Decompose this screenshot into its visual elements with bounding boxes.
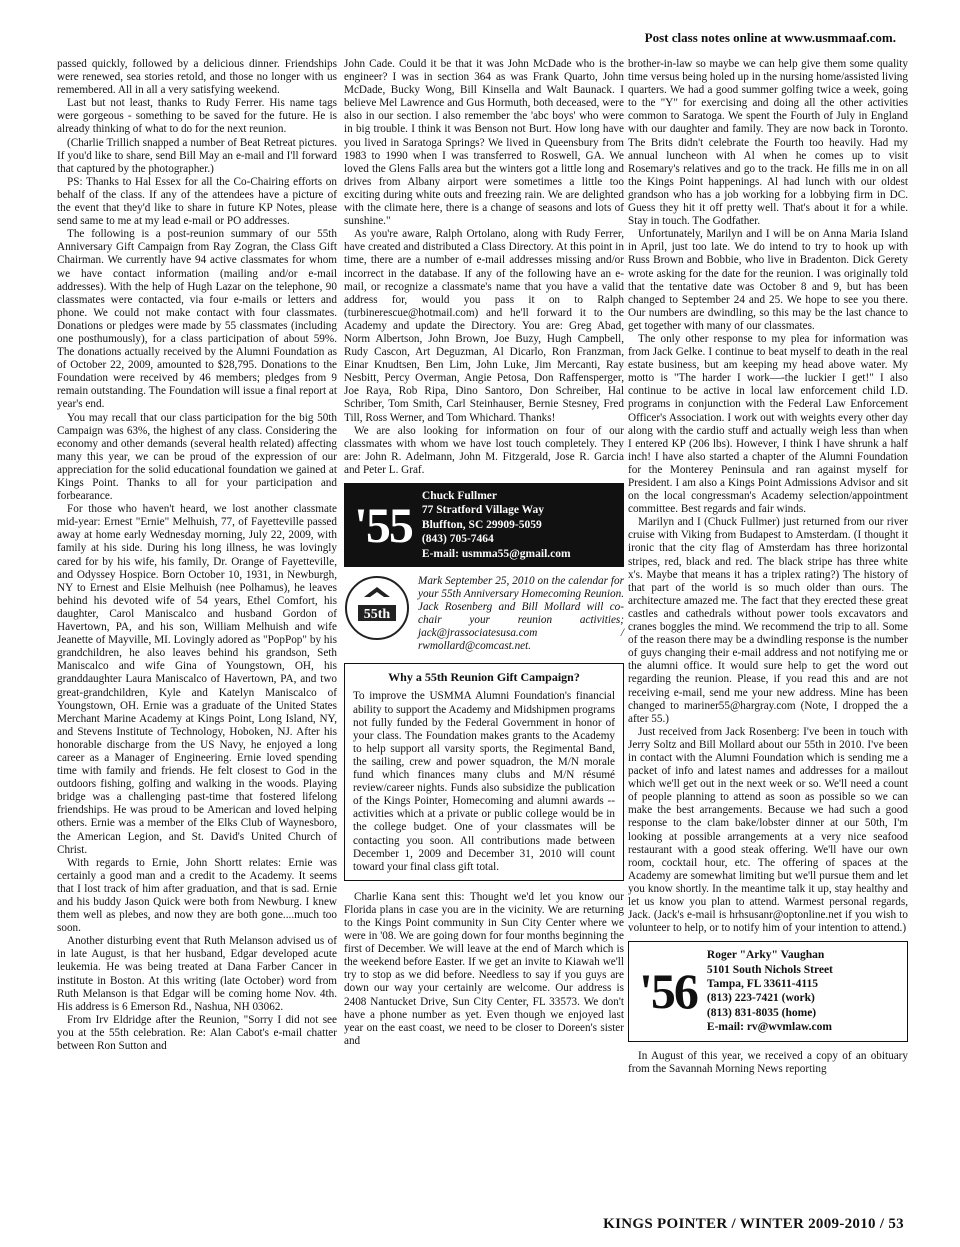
paragraph: (Charlie Trillich snapped a number of Beat Retreat pictures. If you'd like to share, send Bill May an e-mail and I'll forward that captured by the photographer.) [57,136,337,175]
phone: (813) 223-7421 (work) [706,992,815,1005]
class-year: '55 [354,496,412,553]
paragraph: John Cade. Could it be that it was John McDade who is the engineer? I was in section 364 as was Frank Quarto, John McDade, Bucky Wong, Bill Kinsella and Walt Baunack. I believe Mel Lawrence and Gus Hormuth, both deceased, were also in our section. I also remember the 'abc boys' who were in big trouble. I think it was Benson not Burt. How long have you lived in Saratoga Springs? We lived in Queensbury from 1983 to 1990 when I was transferred to Roswell, GA. We loved the Glens Falls area but the winters got a little long and drives from Albany airport were sometimes a little too exciting during white outs and freezing rain. We are delighted with the climate here, there is a change of seasons and lots of sunshine." [344,58,624,228]
paragraph: For those who haven't heard, we lost another classmate mid-year: Ernest "Ernie" Melhuish, 77, of Fayetteville passed away at home early Wednesday morning, July 22, 2009, with family at his side. During his long illness, he was lovingly cared for by his wife, his family, Dr. Orange of Fayetteville, and Odyssey Hospice. Born October 10, 1931, in Newburgh, NY to Ernest and Elsie Melhuish (nee Polhamus), he leaves behind his devoted wife of 54 years, Ethel Comfort, his daughter, Carol Maniscalco and husband Gordon of Havertown, PA, and his son, William Melhuish and wife Jeanette of Mayville, MI. Lovingly adored as "PopPop" by his grandchildren, he also leaves behind his grandson, Seth Maniscalco and wife Gina of Youngstown, OH, his granddaughter Laura Maniscalco of Havertown, PA, and two great-grandchildren, Kyle and Katelyn Maniscalco of Youngstown, OH. Ernie was a graduate of the United States Merchant Marine Academy at Kings Point, Long Island, NY, and Stevens Institute of Technology, Hoboken, NJ. After his honorable discharge from the US Navy, he enjoyed a long career as a Manager of Engineering. Ernie loved spending time with family and friends. He felt closest to God in the outdoors fishing, golfing and walking in the woods. Playing bridge was a challenging past-time that fostered lifelong friendships. He was proud to be American and loved helping others. Ernie was a member of the Elks Club of Waynesboro, the American Legion, and St. David's United Church of Christ. [57,503,337,856]
secretary-name: Roger "Arky" Vaughan [706,949,825,962]
reunion-note-text: Mark September 25, 2010 on the calendar for your 55th Anniversary Homecoming Reunion. Jack Rosenberg and Bill Mollard will co-chair your reunion activities; jack@jrassociatesusa.com / rwmollard@comcast.net. [418,574,624,653]
paragraph: We are also looking for information on four of our classmates with whom we have lost touch completely. They are: John R. Adelmann, John M. Fitzgerald, Jose R. Garcia and Peter L. Graf. [344,424,624,476]
paragraph: The following is a post-reunion summary of our 55th Anniversary Gift Campaign from Ray Zogran, the Class Gift Chairman. We currently have 94 active classmates for whom we have contact information (mailing and/or e-mail addresses). With the help of Hugh Lazar on the telephone, 90 classmates were contacted, via four e-mails or letters and phone. We could not make contact with four classmates. Donations or pledges were made by 55 classmates (including one posthumously), for a class participation of about 59%. The donations actually received by the Alumni Foundation as of October 22, 2009, amounted to $28,795. Donations to the Foundation were received by 46 members; pledges from 9 remain outstanding. The Foundation will issue a final report at year's end. [57,228,337,411]
address-line: 77 Stratford Village Way [421,504,545,517]
reunion-note [344,575,624,654]
class-56-contact-box [628,941,908,1041]
paragraph: Another disturbing event that Ruth Melanson advised us of in late August, is that her husband, Edgar developed acute leukemia. He was being treated at Dana Farber Cancer in institute in Boston. At this writing (late October) word from Ruth Melanson is that Edgar will be coming home Nov. 4th. His address is 6 Emerson Rd., Nashua, NH 03062. [57,935,337,1013]
gift-campaign-box [344,663,624,880]
address-line: Bluffton, SC 29909-5059 [421,518,542,531]
paragraph: Last but not least, thanks to Rudy Ferrer. His name tags were gorgeous - something to be saved for the future. He is already thinking of what to do for the next reunion. [57,97,337,136]
page-footer: KINGS POINTER / WINTER 2009-2010 / 53 [603,1216,904,1232]
paragraph: Just received from Jack Rosenberg: I've been in touch with Jerry Soltz and Bill Mollard about our 55th in 2010. I've been in contact with the Alumni Foundation which is sending me a packet of info and latest names and addresses for a mailout which we'll get out in the next week or so. We'll need a count of people planning to attend as soon as possible so we can make the best arrangements. Because we had such a good response to the clam bake/lobster dinner at our 50th, I'm looking at possible arrangements at a very nice seafood restaurant with a good steak offering. We'll have our own room, cocktail hour, etc. The offering of spaces at the Academy are somewhat limiting but we'll pursue them and let you know shortly. In the meantime talk it up, stay healthy and let us know you plan to attend. Warmest personal regards, Jack. (Jack's e-mail is hrhsusanr@optonline.net if you wish to volunteer to help, or to notify him of your intention to attend.) [628,725,908,935]
paragraph: In August of this year, we received a copy of an obituary from the Savannah Morning News reporting [628,1049,908,1075]
contact-info [422,489,571,561]
paragraph: brother-in-law so maybe we can help give them some quality time versus being holed up in the nursing home/assisted living quarters. We had a good summer golfing twice a week, going to the "Y" for exercising and doing all the other activities common to Saratoga. We spent the Fourth of July in England with our daughter and family. They are now back in Toronto. The Brits didn't celebrate the Fourth too heavily. Had my annual luncheon with Al when he comes up to visit Rosemary's relatives and go to the track. He fills me in on all the Kings Point happenings. Al had lunch with our oldest grandson who has a job working for a lobbying firm in DC. Guess they hit it off pretty well. That's about it for a while. Stay in touch. The Godfather. [628,58,908,228]
paragraph: PS: Thanks to Hal Essex for all the Co-Chairing efforts on behalf of the class. If any of the attendees have a picture of the event that they'd like to share in future KP Notes, please send same to me at my lead e-mail or PO addresses. [57,175,337,228]
header-url: Post class notes online at www.usmmaaf.com. [644,30,896,45]
column-1 [57,58,337,1053]
address-line: Tampa, FL 33611-4115 [706,978,818,991]
phone: (813) 831-8035 (home) [706,1006,817,1019]
email: E-mail: rv@wvmlaw.com [706,1021,832,1034]
gift-campaign-title: Why a 55th Reunion Gift Campaign? [388,670,580,685]
class-55-contact-box [344,483,624,567]
paragraph: Charlie Kana sent this: Thought we'd let you know our Florida plans in case you are in the vicinity. We are returning to the Kings Point community in Sun City Center where we were in '08. We are going down for four months beginning the first of December. We will leave at the end of March which is the weekend before Easter. If we get an invite to Kiawah we'll try to stop as we did before. Needless to say if you guys are down our way your certainly are welcome. Our address is 2408 Nantucket Drive, Sun City Center, FL 33573. We don't have a phone number as yet. Even though we enjoyed last year on the east coast, we need to be closer to Doreen's sister and [344,890,624,1047]
paragraph: You may recall that our class participation for the big 50th Campaign was 63%, the highest of any class. Considering the economy and other demands (several health related) affecting many this year, we can be proud of the expression of our appreciation for the solid educational foundation we gained at Kings Point. Thanks to all for your participation and forbearance. [57,411,337,503]
paragraph: Marilyn and I (Chuck Fullmer) just returned from our river cruise with Viking from Budapest to Amsterdam. (I thought it ironic that the city flag of Amsterdam has three horizontal stripes, red, black and red. The black stripe has three white x's. Maybe that means it has a triplex rating?) The history of that part of the world is so much older than ours. The architecture amazed me. The fact that they erected these great castles and cathedrals without power tools excavators and cranes boggles the mind. We recommend the trip to all. Some of the reason there may be a dwindling response is the number of guys changing their e-mail address and not notifying me or the alumni office. It would sure help to get the word out regarding the reunion. Please, if you read this and are not receiving e-mail, send me your new address. Mine has been changed to mariner55@hargray.com (Note, I dropped the a after 55.) [628,516,908,725]
paragraph: The only other response to my plea for information was from Jack Gelke. I continue to beat myself to death in the real estate business, but am keeping my head above water. My motto is "The harder I work—-the luckier I get!" I also continue to be active in local law enforcement child I.D. programs in conjunction with the Federal Law Enforcement Officer's Association. I work out with weights every other day along with the cardio stuff and actually weigh less than when I entered KP (206 lbs). However, I think I have shrunk a half inch! I have also started a chapter of the Alumni Foundation for the Monterey Peninsula and ran against myself for President. I am also a Kings Point Admissions Advisor and sit on the local congressman's Academy selection/appointment committee. Best regards and fair winds. [628,332,908,516]
secretary-name: Chuck Fullmer [421,490,497,502]
address-line: 5101 South Nichols Street [706,963,833,976]
class-year: '56 [639,963,697,1020]
paragraph: Unfortunately, Marilyn and I will be on Anna Maria Island in April, just too late. We do intend to try to hook up with Russ Brown and Bobbie, who live in Bradenton. Dick Gerety wrote asking for the date for the reunion. I was originally told that the tentative date was October 8 and 9, but has been changed to September 24 and 25. We hope to see you there. Our numbers are dwindling, so this may be the last chance to get together with many of our classmates. [628,228,908,332]
svg-text:55th: 55th [363,606,391,622]
email: E-mail: usmma55@gmail.com [421,547,571,560]
gift-campaign-body: To improve the USMMA Alumni Foundation's financial ability to support the Academy and Midshipmen programs not fully funded by the Federal Government in honor of your class. The Foundation makes grants to the Academy to help support all varsity sports, the Regimental Band, the sailing, crew and power squadron, the M/N morale fund which finances many clubs and M/N résumé review/career nights. Funds also subsidize the publication of the Kings Pointer, Homecoming and alumni awards -- activities which at a private or public college would be in the college budget. One of your classmates will be contacting you soon. All contributions made between December 1, 2009 and December 31, 2010 will count toward your final class gift total. [353,690,615,873]
column-3 [628,58,908,1076]
paragraph: From Irv Eldridge after the Reunion, "Sorry I did not see you at the 55th celebration. Re: Alan Cabot's e-mail chatter between Ron Sutton and [57,1013,337,1053]
contact-info [707,948,833,1034]
paragraph: passed quickly, followed by a delicious dinner. Friendships were renewed, sea stories retold, and those no longer with us remembered. All in all a very satisfying weekend. [57,58,337,97]
55th-anniversary-logo-icon [344,575,410,641]
paragraph: As you're aware, Ralph Ortolano, along with Rudy Ferrer, have created and distributed a Class Directory. At this point in time, there are a number of e-mail addresses missing and/or incorrect in the database. If any of the following have an e-mail, or recognize a classmate's name that you have a valid address for, would you pass it on to Ralph (turbinerescue@hotmail.com) and he'll forward it to the Academy and update the Directory. You are: Greg Abad, Norm Albertson, John Brown, Joe Buzy, Hugh Campbell, Rudy Cascon, Art Deguzman, Al Dicarlo, Ron Franzman, Einar Knudtsen, Ben Lim, John Luke, Jim Mercanti, Ray Nesbitt, Percy Overman, Angie Petosa, Don Raffensperger, Joe Raya, Rob Ripa, Dino Santoro, Don Schreiber, Hal Schriber, Tom Smith, Carl Steinhauser, Bernie Stesney, Fred Till, Ross Werner, and Tom Whichard. Thanks! [344,228,624,424]
paragraph: With regards to Ernie, John Shortt relates: Ernie was certainly a good man and a credit to the Academy. It seems that I lost track of him after graduation, and that is sad. Ernie and his buddy Jason Quick were both from Newburg. I knew them well as plebes, and now they are both gone....much too soon. [57,856,337,935]
column-2 [344,58,624,1048]
phone: (843) 705-7464 [421,533,494,546]
